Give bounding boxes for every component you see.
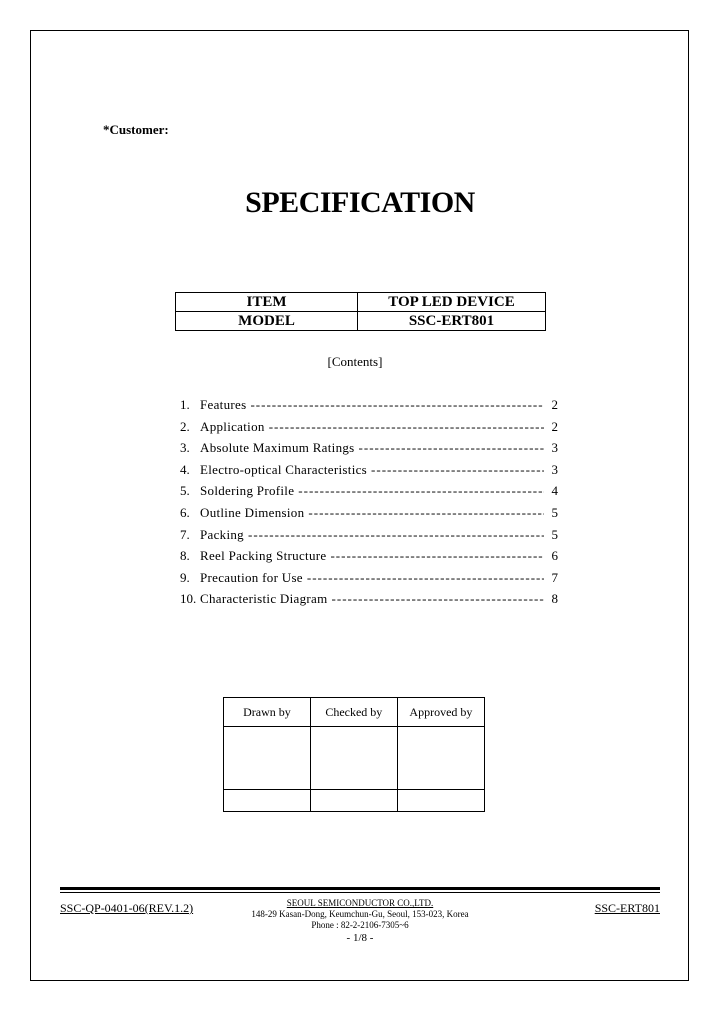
toc-page: 5: [551, 504, 558, 520]
signature-table: [223, 697, 485, 812]
toc-item: [180, 548, 558, 570]
toc-title: Electro-optical Characteristics: [200, 461, 368, 477]
table-row: [176, 312, 546, 331]
toc-leader: [298, 483, 544, 499]
toc-title: Absolute Maximum Ratings: [200, 440, 355, 456]
toc-page: 3: [551, 461, 558, 477]
model-value: SSC-ERT801: [358, 312, 546, 331]
item-label: ITEM: [176, 293, 358, 312]
toc-page: 6: [551, 548, 558, 564]
toc-item: [180, 397, 558, 419]
toc-leader: [371, 462, 544, 478]
toc-page: 5: [551, 526, 558, 542]
item-value: TOP LED DEVICE: [358, 293, 546, 312]
toc-item: [180, 483, 558, 505]
toc-item: [180, 527, 558, 549]
toc-number: 10.: [180, 591, 197, 607]
toc-leader: [308, 505, 544, 521]
toc-number: 5.: [180, 483, 190, 499]
table-row: [224, 727, 485, 790]
drawn-by-signature-cell: [224, 727, 311, 790]
approved-by-date-cell: [397, 790, 484, 812]
document-title: SPECIFICATION: [245, 186, 475, 219]
toc-title: Application: [200, 418, 265, 434]
contents-heading: [Contents]: [327, 354, 383, 369]
toc-item: [180, 505, 558, 527]
company-address: 148-29 Kasan-Dong, Keumchun-Gu, Seoul, 153-023, Korea: [251, 909, 469, 919]
toc-leader: [248, 527, 544, 543]
company-name: SEOUL SEMICONDUCTOR CO.,LTD.: [286, 898, 434, 908]
toc-title: Outline Dimension: [200, 504, 305, 520]
table-row: [224, 698, 485, 727]
checked-by-signature-cell: [310, 727, 397, 790]
table-row: [176, 293, 546, 312]
toc-number: 6.: [180, 504, 190, 520]
toc-page: 2: [551, 397, 558, 412]
customer-label: *Customer:: [103, 122, 169, 137]
toc-leader: [330, 548, 544, 564]
model-label: MODEL: [176, 312, 358, 331]
page-number: - 1/8 -: [346, 932, 374, 944]
toc-item: [180, 462, 558, 484]
toc-item: [180, 570, 558, 592]
toc-number: 7.: [180, 526, 190, 542]
toc-leader: [359, 440, 544, 456]
toc-page: 4: [551, 483, 558, 499]
toc-title: Features: [200, 397, 247, 412]
item-model-table: [175, 292, 546, 331]
table-row: [224, 790, 485, 812]
toc-title: Reel Packing Structure: [200, 548, 327, 564]
toc-item: [180, 591, 558, 613]
approved-by-header: Approved by: [397, 698, 484, 727]
drawn-by-date-cell: [224, 790, 311, 812]
footer-rule-thin: [60, 892, 660, 893]
doc-number: SSC-QP-0401-06(REV.1.2): [60, 901, 194, 915]
company-phone: Phone : 82-2-2106-7305~6: [311, 920, 409, 930]
table-of-contents: [180, 397, 558, 613]
toc-title: Packing: [200, 526, 244, 542]
toc-page: 7: [551, 569, 558, 585]
toc-number: 2.: [180, 418, 190, 434]
toc-number: 3.: [180, 440, 190, 456]
toc-title: Characteristic Diagram: [200, 591, 328, 607]
toc-leader: [269, 419, 544, 435]
toc-item: [180, 419, 558, 441]
toc-leader: [307, 570, 544, 586]
toc-number: 9.: [180, 569, 190, 585]
toc-page: 3: [551, 440, 558, 456]
toc-leader: [250, 397, 544, 413]
toc-page: 8: [551, 591, 558, 607]
approved-by-signature-cell: [397, 727, 484, 790]
toc-leader: [332, 591, 544, 607]
toc-item: [180, 440, 558, 462]
toc-number: 1.: [180, 397, 190, 412]
toc-page: 2: [551, 418, 558, 434]
footer-model: SSC-ERT801: [594, 901, 660, 915]
drawn-by-header: Drawn by: [224, 698, 311, 727]
footer-rule-thick: [60, 887, 660, 890]
checked-by-date-cell: [310, 790, 397, 812]
toc-number: 4.: [180, 461, 190, 477]
checked-by-header: Checked by: [310, 698, 397, 727]
toc-number: 8.: [180, 548, 190, 564]
toc-title: Soldering Profile: [200, 483, 295, 499]
toc-title: Precaution for Use: [200, 569, 303, 585]
